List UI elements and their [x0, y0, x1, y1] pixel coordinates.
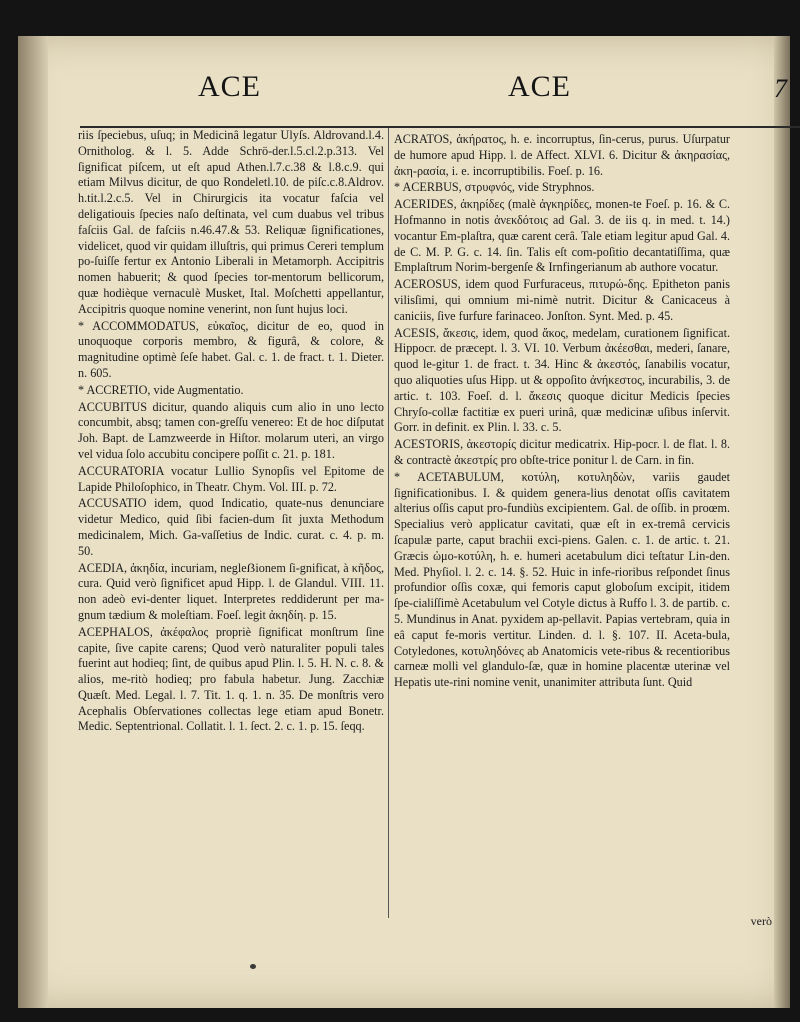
- entry-accusatio: ACCUSATIO idem, quod Indicatio, quate-nus denunciare videtur Medico, quid ſibi facien-dum ſit juxta Methodum medicinalem, Mich. Ga-vaſſetius de Indic. curat. c. 4. p. m. 50.: [78, 496, 384, 558]
- entry-acesis: ACESIS, ἄκεσις, idem, quod ἄκος, medelam, curationem ſignificat. Hippocr. de præcept. l. 3. VI. 10. Verbum ἀκέεσθαι, mederi, ſanare, quod le-gitur 1. de fract. t. 34. Hinc & ἀκεστός, ſanabilis vocatur, quo aliquoties uſus Hipp. ut & oppoſito ἀνήκεστος, incurabilis, 3. de artic. t. 103. Foeſ. d. l. ἄκεσις quoque dicitur Medicis ſpecies Chryſo-collæ factitiæ ex pueri urinâ, quæ medicinæ uſibus inſervit. Gorr. in definit. ex Plin. l. 33. c. 5.: [394, 325, 730, 435]
- book-page: [18, 36, 790, 1008]
- page-number: 7: [774, 74, 787, 103]
- entry-acerides: ACERIDES, ἀκηρίδες (malè ἀγκηρίδες, monen-te Foeſ. p. 16. & C. Hofmanno in notis ἀνεκδότοις ad Gal. 3. de iis q. in med. t. 14.) vocantur Em-plaſtra, quæ carent cerâ. Tale etiam legitur apud Gal. 4. de C. M. P. G. c. 14. ſin. Talis eſt com-poſitio decantatiſſima, quæ Emplaſtrum Norim-bergenſe & Irnfingerianum ab authore vocatur.: [394, 197, 730, 275]
- running-head-right: ACE: [508, 70, 571, 103]
- catchword: verò: [750, 914, 772, 928]
- entry-acephalos: ACEPHALOS, ἀκέφαλος propriè ſignificat monſtrum ſine capite, ſive capite carens; Quod verò naturaliter populi tales fuerint aut hodieq; ſint, de quibus apud Plin. l. 5. H. N. c. 8. & alios, me-ritò hodieq; pro fabula habetur. Jung. Zacchiæ Quæſt. Med. Legal. l. 7. Tit. 1. q. 1. n. 35. De monſtris vero Acephalis Obſervationes collectas lege etiam apud Bonetr. Medic. Septentrional. Collatit. l. 1. ſect. 2. c. 1. p. 15. ſeqq.: [78, 624, 384, 734]
- page-edge: [774, 36, 790, 1008]
- entry-acerbus: * ACERBUS, στρυφνός, vide Stryphnos.: [394, 180, 595, 195]
- entry-accubitus: ACCUBITUS dicitur, quando aliquis cum alio in uno lecto concumbit, absq; tamen con-greſſu venereo: Et de hoc diſputat Joh. Bapt. de Lamzweerde in Hiſtor. molarum uteri, an virgo vel vidua ſolo accubitu concipere poſſit c. 21. p. 181.: [78, 399, 384, 461]
- right-column: [394, 132, 730, 692]
- entry-acerosus: ACEROSUS, idem quod Furfuraceus, πιτυρώ-δης. Epitheton panis vilisſimi, qui omnium mi-nimè nutrit. Dicitur & Canicaceus à caniciis, ſive furfure farinaceo. Jonſton. Synt. Med. p. 45.: [394, 277, 730, 323]
- entry-acetabulum: * ACETABULUM, κοτύλη, κοτυληδὼν, variis gaudet ſignificationibus. I. & quidem genera-lius denotat oſſis cavitatem alterius oſſis caput pro-fundiùs excipientem. Gal. de oſſib. in proœm. Specialius verò applicatur cavitati, quæ eſt in ex-tremâ cervicis ſcapulæ parte, caput brachii exci-piens. Galen. c. 1. de artic. t. 21. Græcis ὠμο-κοτύλη, h. e. humeri acetabulum dici teſtatur Lin-den. Med. Phyſiol. l. 2. c. 14. §. 52. Huic in infe-rioribus reſpondet ſinus profundior oſſis coxæ, qui femoris caput globoſum excipit, itidem ſpe-cialiſſimè Acetabulum vel Cotyle dictus à Ruffo l. 3. de partib. c. 5. Mundinus in Anat. pyxidem ap-pellavit. Papias vertebram, quia in eâ caput fe-moris vertitur. Linden. d. l. §. 107. II. Aceta-bula, Cotyledones, κοτυληδόνες ab Anatomicis vete-ribus & recentioribus carneæ molli vel glandulo-ſæ, quæ in homine placentæ uterinæ vel Hepatis ute-rini nomine venit, unanimiter attributa ſunt. Quid: [394, 469, 730, 690]
- entry-acratos: ACRATOS, ἀκήρατος, h. e. incorruptus, ſin-cerus, purus. Uſurpatur de humore apud Hipp. l. de Affect. XLVI. 6. Dicitur & ἀκηρασίας, ἀκη-ρασία, i. e. incorruptibilis. Foeſ. p. 16.: [394, 132, 730, 178]
- page-gutter: [18, 36, 48, 1008]
- ink-speck: [250, 964, 256, 969]
- left-column: [78, 128, 384, 736]
- entry-acedia: ACEDIA, ἀκηδία, incuriam, negleẞionem ſi-gnificat, à κῆδος, cura. Quid verò ſignificet apud Hipp. l. de Glandul. VIII. 11. non adeò evi-denter liquet. Interpretes reddiderunt per ma-gnum tædium & moleſtiam. Foeſ. legit ἀκηδίη. p. 15.: [78, 560, 384, 622]
- entry-accuratoria: ACCURATORIA vocatur Lullio Synopſis vel Epitome de Lapide Philoſophico, in Theatr. Chym. Vol. III. p. 72.: [78, 463, 384, 494]
- entry-acestoris: ACESTORIS, ἀκεστορίς dicitur medicatrix. Hip-pocr. l. de flat. l. 8. & contractè ἀκεστρίς pro obſte-trice ponitur l. de Carn. in fin.: [394, 437, 730, 467]
- entry-accretio: * ACCRETIO, vide Augmentatio.: [78, 382, 244, 397]
- column-divider: [388, 128, 389, 918]
- running-head-left: ACE: [198, 70, 261, 103]
- entry-accipiter-continued: riis ſpeciebus, uſuq; in Medicinâ legatur Ulyſs. Aldrovand.l.4. Ornitholog. & l. 5. Adde Schrö-der.l.5.cl.2.p.313. Vel ſignificat piſcem, ut eſt apud Athen.l.7.c.38 & l.8.c.9. qui etiam Milvus dicitur, de quo Rondeletl.10. de piſc.c.8.Aldrov. h.tit.l.2.c.5. Vel in Chirurgicis ita vocatur faſcia vel deligatiouis ſpecies naſo deſtinata, vel cum duabus vel tribus faſciis Gal. de faſciis n.46.47.& 53. Reliquæ ſignificationes, videlicet, quod vir quidam illuſtris, qui primus Cereri templum po-ſuiſſe fertur ex Antonio Liberali in Metamorph. Accipitris nomen habuerit; & quod ſpecies tor-mentorum bellicorum, quæ hodièque vernaculè Musket, Ital. Moſchetti appellantur, Accipitris quoque nomine venerint, non ſunt hujus loci.: [78, 128, 384, 316]
- entry-accommodatus: * ACCOMMODATUS, εὐκαῖος, dicitur de eo, quod in unoquoque corporis membro, & figurâ, & colore, & magnitudine optimè ſeſe habet. Gal. c. 1. de fract. t. 1. Dieter. n. 605.: [78, 318, 384, 380]
